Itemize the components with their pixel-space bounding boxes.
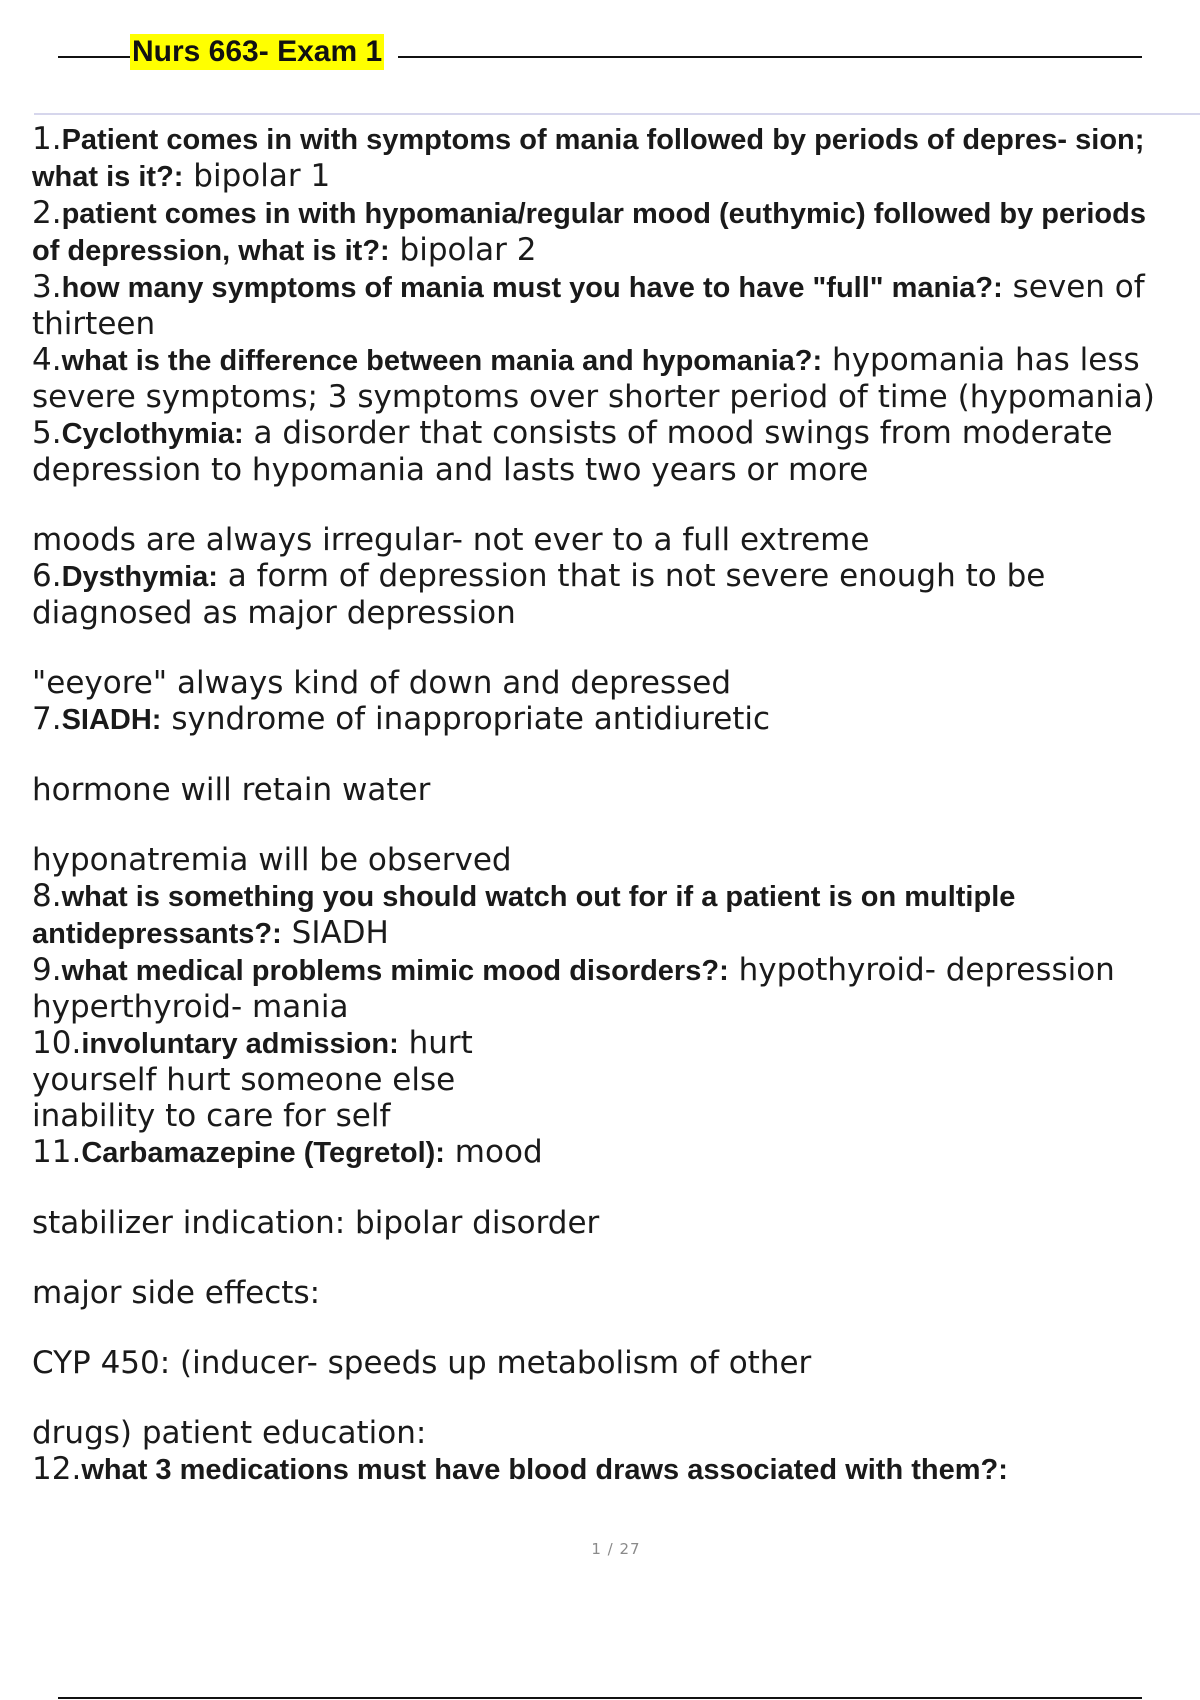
paragraph-gap <box>32 488 1172 522</box>
paragraph-gap <box>32 738 1172 772</box>
paragraph-gap <box>32 1171 1172 1205</box>
question-text: patient comes in with hypomania/regular mood (euthymic) followed by periods of depression, what is it?: <box>32 198 1146 267</box>
item-number: 4. <box>32 342 62 378</box>
question-text: how many symptoms of mania must you have to have "full" mania?: <box>61 272 1003 304</box>
paragraph-gap <box>32 808 1172 842</box>
answer-text: bipolar 2 <box>389 232 537 268</box>
flashcard-item-11 <box>32 1134 1172 1451</box>
flashcard-item-8 <box>32 878 1172 952</box>
item-number: 3. <box>32 269 62 305</box>
answer-line: yourself hurt someone else <box>32 1062 456 1098</box>
question-text: what is something you should watch out for if a patient is on multiple antidepressants?: <box>32 881 1016 950</box>
flashcard-item-4 <box>32 342 1172 415</box>
question-text: involuntary admission: <box>81 1028 399 1060</box>
answer-text: bipolar 1 <box>183 158 331 194</box>
flashcard-list <box>32 121 1172 1488</box>
header-divider <box>34 113 1200 115</box>
question-text: Cyclothymia: <box>61 418 244 450</box>
question-text: Carbamazepine (Tegretol): <box>81 1137 445 1169</box>
paragraph-gap <box>32 1311 1172 1345</box>
answer-note: stabilizer indication: bipolar disorder <box>32 1205 600 1241</box>
question-text: Dysthymia: <box>61 561 218 593</box>
answer-text: hypomania has less severe symptoms; 3 symptoms over shorter period of time (hypomania) <box>32 342 1155 415</box>
answer-note: moods are always irregular- not ever to a full extreme <box>32 522 870 558</box>
flashcard-item-9 <box>32 952 1172 1025</box>
paragraph-gap <box>32 631 1172 665</box>
answer-note: hyponatremia will be observed <box>32 842 512 878</box>
question-text: Patient comes in with symptoms of mania followed by periods of depres- sion; what is it?: <box>32 124 1145 193</box>
answer-note: hormone will retain water <box>32 772 431 808</box>
item-number: 11. <box>32 1134 82 1170</box>
item-number: 1. <box>32 121 62 157</box>
flashcard-item-5 <box>32 415 1172 558</box>
flashcard-item-12 <box>32 1451 1172 1488</box>
item-number: 6. <box>32 558 62 594</box>
answer-line: inability to care for self <box>32 1098 391 1134</box>
item-number: 10. <box>32 1025 82 1061</box>
item-number: 2. <box>32 195 62 231</box>
answer-text: seven of thirteen <box>32 269 1145 342</box>
item-number: 8. <box>32 878 62 914</box>
title-rule-left <box>58 56 132 58</box>
question-text: what 3 medications must have blood draws associated with them?: <box>81 1454 1008 1486</box>
flashcard-item-10 <box>32 1025 1172 1134</box>
answer-note: drugs) patient education: <box>32 1415 427 1451</box>
flashcard-item-2 <box>32 195 1172 269</box>
paragraph-gap <box>32 1381 1172 1415</box>
question-text: what is the difference between mania and hypomania?: <box>61 345 823 377</box>
answer-text: hurt <box>398 1025 473 1061</box>
paragraph-gap <box>32 1241 1172 1275</box>
flashcard-item-3 <box>32 269 1172 342</box>
answer-text: a form of depression that is not severe enough to be diagnosed as major depression <box>32 558 1046 631</box>
flashcard-item-6 <box>32 558 1172 701</box>
question-text: SIADH: <box>61 704 162 736</box>
answer-note: major side effects: <box>32 1275 321 1311</box>
document-title: Nurs 663- Exam 1 <box>132 35 383 68</box>
item-number: 5. <box>32 415 62 451</box>
item-number: 9. <box>32 952 62 988</box>
title-rule-right <box>398 56 1142 58</box>
answer-text: syndrome of inappropriate antidiuretic <box>161 701 771 737</box>
flashcard-item-1 <box>32 121 1172 195</box>
flashcard-item-7 <box>32 701 1172 878</box>
page-number: 1 / 27 <box>591 1540 641 1558</box>
answer-text: mood <box>444 1134 543 1170</box>
answer-note: "eeyore" always kind of down and depressed <box>32 665 732 701</box>
answer-note: CYP 450: (inducer- speeds up metabolism of other <box>32 1345 812 1381</box>
answer-text: a disorder that consists of mood swings from moderate depression to hypomania and lasts two years or more <box>32 415 1113 488</box>
question-text: what medical problems mimic mood disorders?: <box>61 955 729 987</box>
footer-rule <box>58 1697 1142 1699</box>
answer-text: hypothyroid- depression hyperthyroid- mania <box>32 952 1115 1025</box>
item-number: 7. <box>32 701 62 737</box>
answer-text: SIADH <box>281 915 389 951</box>
item-number: 12. <box>32 1451 82 1487</box>
